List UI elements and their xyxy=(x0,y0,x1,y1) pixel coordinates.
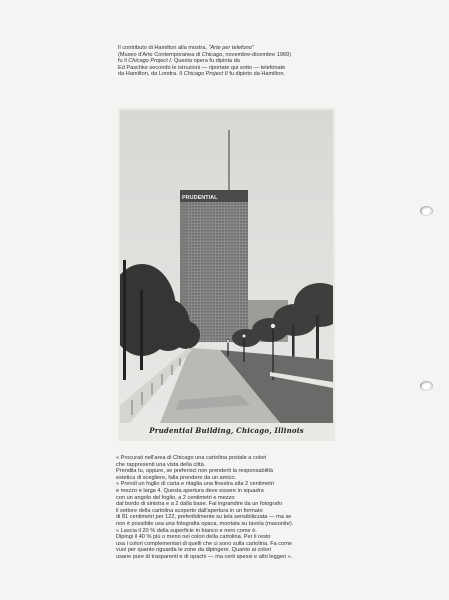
instruction-line: di 81 centimetri per 122, preferibilmente su tela sensibilizzata — ma se xyxy=(116,514,292,521)
instruction-line: con un angolo del foglio, a 2 centimetri e mezzo xyxy=(116,494,235,501)
caption-city: Chicago xyxy=(201,51,223,58)
instruction-line: vuoi per quanto riguarda le zone da dipingere. Quanto ai colori xyxy=(116,547,271,554)
caption-text: (Museo d'Arte Contemporanea di xyxy=(118,51,202,58)
postcard-photo xyxy=(120,110,333,423)
caption-line xyxy=(118,71,348,78)
caption-text: . Questa opera fu dipinta da xyxy=(170,58,240,65)
instruction-line: e mezzo e larga 4. Questa apertura deve essere in squadra xyxy=(116,487,264,494)
caption-text: Il contributo di Hamilton alla mostra, xyxy=(118,45,209,51)
instruction-line: « Prendi un foglio di carta e ritaglia una finestra alta 2 centimetri xyxy=(116,481,274,488)
instruction-line: non è possibile usa una fotografia opaca, montata su tavola (masonite). xyxy=(116,520,294,527)
exhibition-title: "Arte per telefono" xyxy=(208,45,254,51)
caption-line xyxy=(118,65,348,72)
instruction-line: usa i colori complementari di quelli che ci sono sulla cartolina. Fa come xyxy=(116,540,292,547)
instruction-line: « Lascia il 20 % della superficie in bianco e nero come è. xyxy=(116,527,257,534)
caption-text: , novembre-dicembre 1969) xyxy=(222,51,292,58)
instruction-line: usane pure di trasparenti e di opachi — ma certi spessi e altri leggeri ». xyxy=(116,553,293,560)
instruction-line: che rappresenti una vista della città. xyxy=(116,461,206,468)
instructions-text xyxy=(116,455,346,561)
caption-line xyxy=(118,52,348,59)
instruction-line: estetica di scegliere, falla prendere da un amico. xyxy=(116,474,237,481)
postcard xyxy=(118,108,335,441)
caption-line xyxy=(118,58,348,65)
project-title-2: Chicago Project II xyxy=(183,71,228,78)
postcard-caption: Prudential Building, Chicago, Illinois xyxy=(149,426,304,435)
caption-line xyxy=(118,45,348,52)
binder-hole-upper xyxy=(420,206,433,216)
caption-text: fu il xyxy=(118,58,129,65)
prudential-building-photo xyxy=(120,110,333,423)
building-sign: PRUDENTIAL xyxy=(182,195,218,201)
instruction-line: Prendila tu, oppure, se preferisci non prenderti la responsabilità xyxy=(116,468,274,475)
caption-text: da Hamilton, da Londra. Il xyxy=(118,71,184,78)
caption-text: fu dipinto da Hamilton. xyxy=(227,71,285,78)
binder-hole-lower xyxy=(420,381,433,391)
caption-text: Ed Paschke secondo le istruzioni — riportate qui sotto — telefonate xyxy=(118,64,286,71)
instruction-line: Dipingi il 40 % più o meno nei colori della cartolina. Per il resto xyxy=(116,534,271,541)
tower xyxy=(180,190,248,342)
instruction-line: « Procurati nell'area di Chicago una cartolina postale a colori xyxy=(116,455,267,461)
instruction-line: dal bordo di sinistra e a 2 dalla base. Fai ingrandire da un fotografo xyxy=(116,501,283,508)
intro-caption xyxy=(118,45,348,78)
project-title-1: Chicago Project I xyxy=(128,58,171,65)
instruction-line: il settore della cartolina scoperto dall'apertura in un formato xyxy=(116,507,263,514)
